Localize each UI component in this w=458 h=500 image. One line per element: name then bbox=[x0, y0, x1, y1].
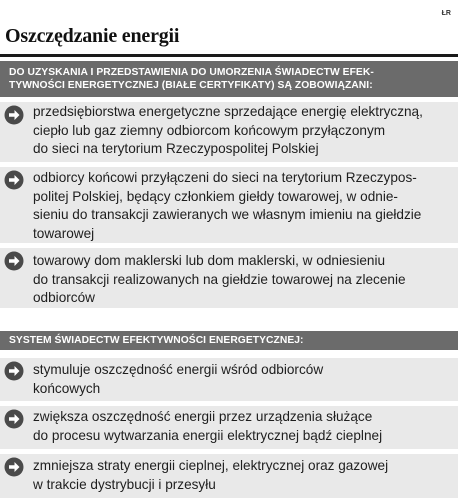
list-item bbox=[0, 454, 458, 498]
arrow-right-circle-icon bbox=[4, 105, 24, 125]
list-item bbox=[0, 248, 458, 308]
arrow-right-circle-icon bbox=[4, 457, 24, 477]
list-item bbox=[0, 406, 458, 449]
list-item-text: zmniejsza straty energii cieplnej, elektrycznej oraz gazowej w trakcie dystrybucji i przesyłu bbox=[33, 458, 389, 492]
section-header-system: SYSTEM ŚWIADECTW EFEKTYWNOŚCI ENERGETYCZNEJ: bbox=[0, 331, 458, 350]
title-rule bbox=[0, 54, 458, 57]
arrow-right-circle-icon bbox=[4, 170, 24, 190]
list-item-text: towarowy dom maklerski lub dom maklerski, w odniesieniu do transakcji realizowanych na giełdzie towarowej na zlecenie odbiorców bbox=[33, 253, 406, 305]
list-item bbox=[0, 358, 458, 401]
section-header-obligated: DO UZYSKANIA I PRZEDSTAWIENIA DO UMORZENIA ŚWIADECTW EFEK- TYWNOŚCI ENERGETYCZNEJ (BIAŁE CERTYFIKATY) SĄ ZOBOWIĄZANI: bbox=[0, 61, 458, 97]
list-item bbox=[0, 102, 458, 162]
list-item-text: odbiorcy końcowi przyłączeni do sieci na terytorium Rzeczypos- politej Polskiej, będący członkiem giełdy towarowej, w odnie- sieniu do transakcji zawieranych we własnym imieniu na giełdzie towarowej bbox=[33, 170, 422, 241]
arrow-right-circle-icon bbox=[4, 409, 24, 429]
page-title: Oszczędzanie energii bbox=[5, 25, 180, 47]
arrow-right-circle-icon bbox=[4, 251, 24, 271]
list-item-text: przedsiębiorstwa energetyczne sprzedające energię elektryczną, ciepło lub gaz ziemny odbiorcom końcowym przyłączonym do sieci na terytorium Rzeczypospolitej Polskiej bbox=[33, 104, 423, 156]
list-item-text: stymuluje oszczędność energii wśród odbiorców końcowych bbox=[33, 362, 324, 396]
brand-mark: ŁR bbox=[441, 10, 451, 17]
list-item-text: zwiększa oszczędność energii przez urządzenia służące do procesu wytwarzania energii elektrycznej bądź cieplnej bbox=[33, 409, 383, 443]
list-item bbox=[0, 167, 458, 243]
arrow-right-circle-icon bbox=[4, 361, 24, 381]
